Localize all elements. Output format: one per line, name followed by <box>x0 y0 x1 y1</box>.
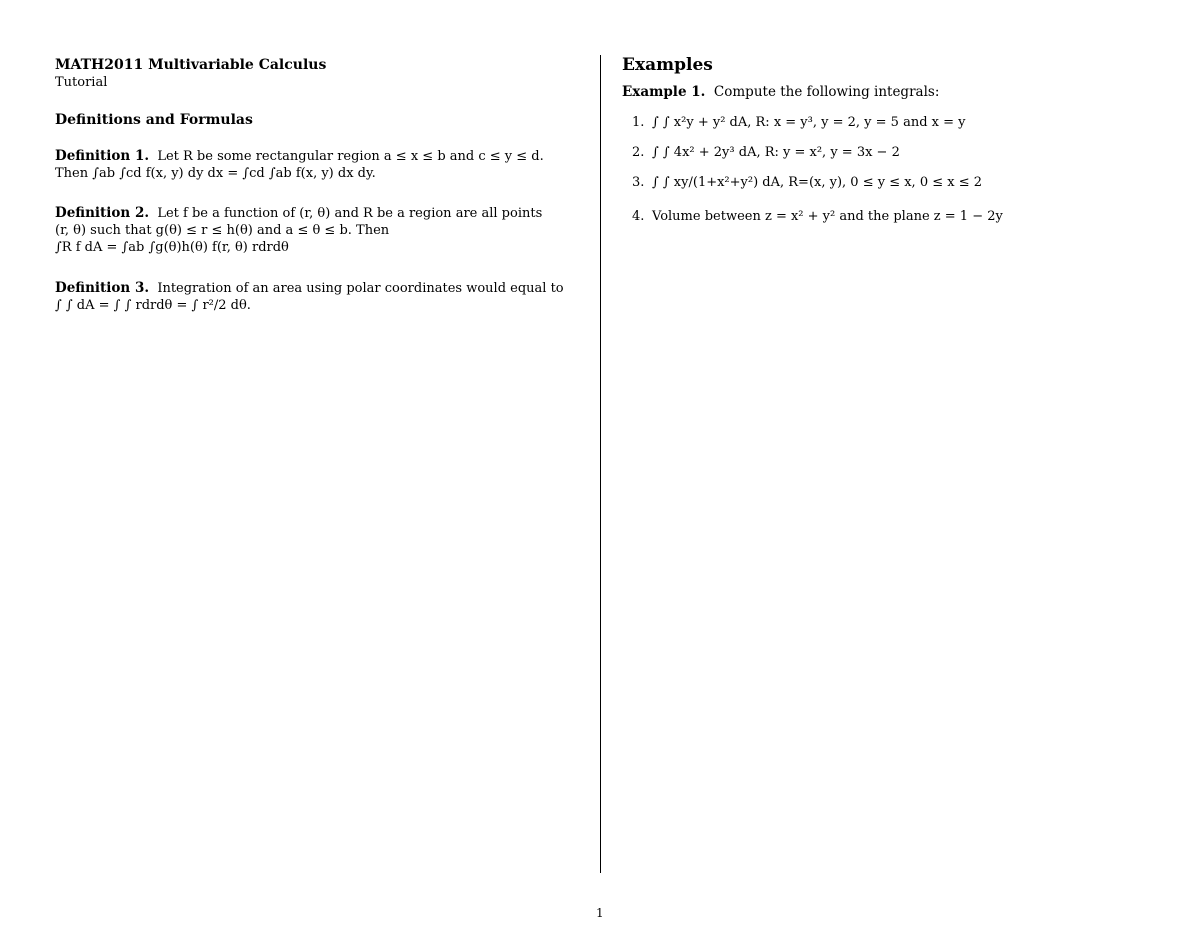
column-divider <box>600 55 601 873</box>
definition-2-line-1 <box>55 205 575 222</box>
definition-2 <box>55 205 575 256</box>
list-item <box>622 207 1003 237</box>
examples-title: Examples <box>622 55 713 75</box>
definition-2-text: Let f be a function of (r, θ) and R be a region are all points <box>157 206 543 221</box>
definition-label: Definition 2. <box>55 205 150 221</box>
definition-label: Definition 1. <box>55 148 150 164</box>
section-title: Definitions and Formulas <box>55 112 253 128</box>
definition-3-formula: ∫ ∫ dA = ∫ ∫ rdrdθ = ∫ r²/2 dθ. <box>55 298 251 313</box>
example-label: Example 1. <box>622 84 706 100</box>
definition-1-line-1 <box>55 148 575 165</box>
item-number: 3. <box>632 175 645 190</box>
definition-3-text: Integration of an area using polar coordinates would equal to <box>157 281 564 296</box>
list-item <box>622 143 1003 173</box>
example-list <box>622 113 1003 237</box>
definition-2-formula: ∫R f dA = ∫ab ∫g(θ)h(θ) f(r, θ) rdrdθ <box>55 240 289 255</box>
page-number: 1 <box>596 906 604 920</box>
document-subtitle: Tutorial <box>55 75 108 90</box>
item-text: Volume between z = x² + y² and the plane z = 1 − 2y <box>652 209 1003 224</box>
list-item <box>622 113 1003 143</box>
definition-3 <box>55 280 575 314</box>
item-number: 1. <box>632 115 645 130</box>
item-text: ∫ ∫ x²y + y² dA, R: x = y³, y = 2, y = 5 and x = y <box>652 115 966 130</box>
definition-label: Definition 3. <box>55 280 150 296</box>
item-number: 2. <box>632 145 645 160</box>
definition-1 <box>55 148 575 182</box>
definition-2-condition: (r, θ) such that g(θ) ≤ r ≤ h(θ) and a ≤ θ ≤ b. Then <box>55 223 390 238</box>
definition-1-formula: Then ∫ab ∫cd f(x, y) dy dx = ∫cd ∫ab f(x, y) dx dy. <box>55 166 376 181</box>
course-title: MATH2011 Multivariable Calculus <box>55 57 327 73</box>
definition-1-text: Let R be some rectangular region a ≤ x ≤ b and c ≤ y ≤ d. <box>157 149 544 164</box>
example-instruction: Compute the following integrals: <box>713 84 940 100</box>
example-heading <box>622 84 939 100</box>
definition-3-line-1 <box>55 280 575 297</box>
item-text: ∫ ∫ 4x² + 2y³ dA, R: y = x², y = 3x − 2 <box>652 145 900 160</box>
item-text: ∫ ∫ xy/(1+x²+y²) dA, R=(x, y), 0 ≤ y ≤ x, 0 ≤ x ≤ 2 <box>652 175 983 190</box>
list-item <box>622 173 1003 203</box>
item-number: 4. <box>632 209 645 224</box>
